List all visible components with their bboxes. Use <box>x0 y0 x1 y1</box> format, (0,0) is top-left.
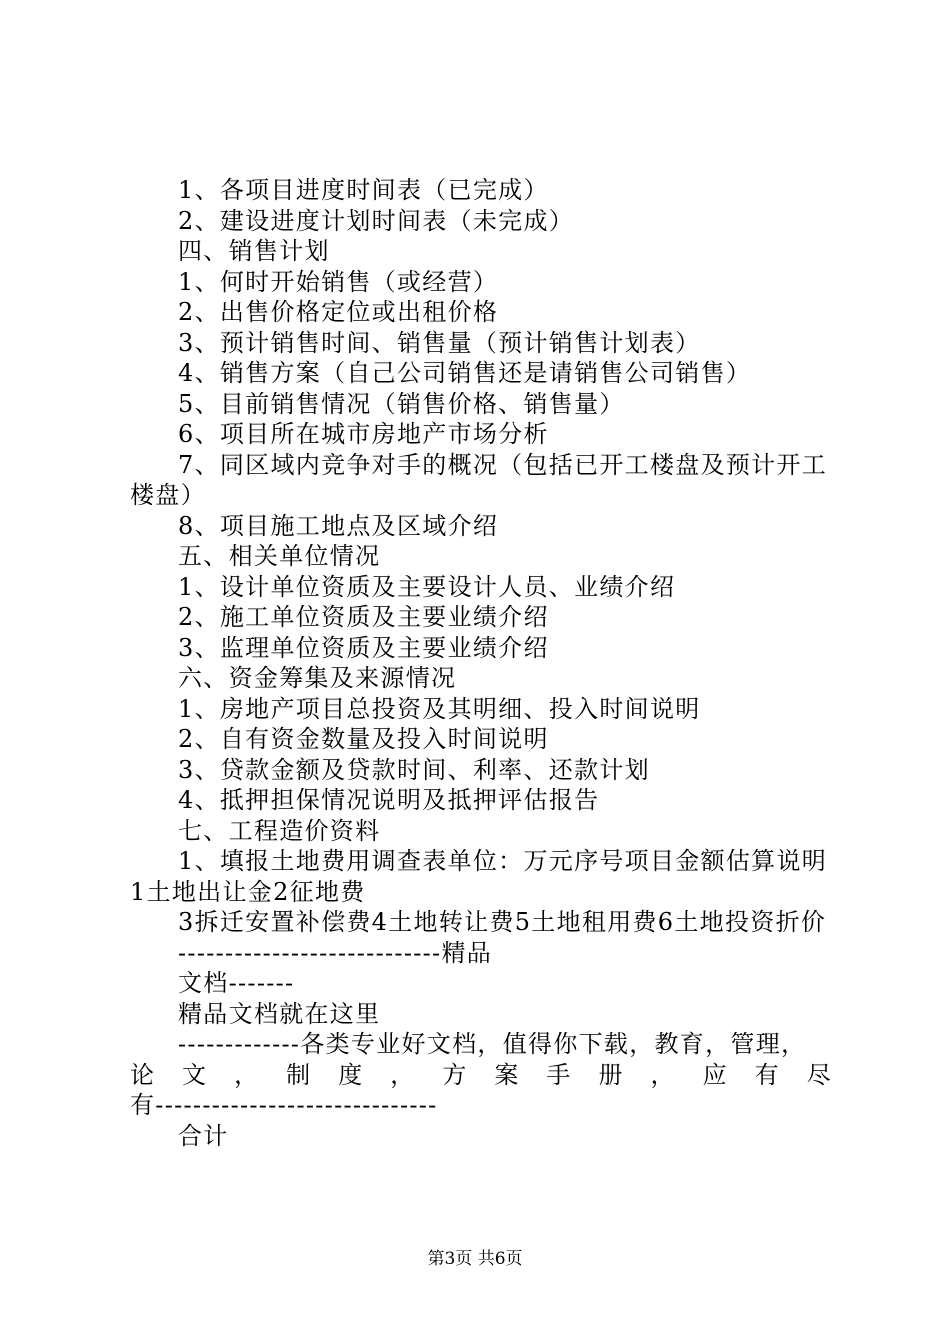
text-line: 四、销售计划 <box>178 237 330 265</box>
text-line: 1、各项目进度时间表（已完成） <box>178 176 549 204</box>
text-line: 有------------------------------ <box>130 1091 438 1119</box>
text-line: 2、出售价格定位或出租价格 <box>178 298 499 326</box>
text-line: 4、抵押担保情况说明及抵押评估报告 <box>178 786 600 814</box>
text-line: 1、填报土地费用调查表单位：万元序号项目金额估算说明1土地出让金2征地费 <box>130 847 828 906</box>
text-line: 3、贷款金额及贷款时间、利率、还款计划 <box>178 755 650 784</box>
page-footer: 第3页 共6页 <box>427 1249 523 1269</box>
document-body <box>130 175 832 1151</box>
text-line: 7、同区域内竞争对手的概况（包括已开工楼盘及预计开工楼盘） <box>130 450 828 509</box>
text-line: 1、何时开始销售（或经营） <box>178 267 499 296</box>
text-line: 1、设计单位资质及主要设计人员、业绩介绍 <box>178 572 676 601</box>
text-line: 五、相关单位情况 <box>178 542 381 570</box>
text-line: 2、自有资金数量及投入时间说明 <box>178 725 549 753</box>
text-line: 2、施工单位资质及主要业绩介绍 <box>178 603 549 631</box>
text-line: 合计 <box>178 1121 229 1150</box>
text-line: 3、预计销售时间、销售量（预计销售计划表） <box>178 328 701 357</box>
text-line: 4、销售方案（自己公司销售还是请销售公司销售） <box>178 359 752 387</box>
text-line: 3、监理单位资质及主要业绩介绍 <box>178 633 549 662</box>
text-line: 8、项目施工地点及区域介绍 <box>178 511 499 540</box>
text-line: -------------各类专业好文档，值得你下载，教育，管理， <box>178 1030 807 1058</box>
text-line: 5、目前销售情况（销售价格、销售量） <box>178 389 625 418</box>
text-line: 1、房地产项目总投资及其明细、投入时间说明 <box>178 694 701 723</box>
text-line: 七、工程造价资料 <box>178 816 381 845</box>
text-line: 六、资金筹集及来源情况 <box>178 664 457 692</box>
text-line: 6、项目所在城市房地产市场分析 <box>178 420 549 448</box>
text-line: 论 文 ， 制 度 ， 方 案 手 册 ， 应 有 尽 <box>130 1060 832 1089</box>
text-line: ----------------------------精品 <box>178 938 493 967</box>
text-line: 3拆迁安置补偿费4土地转让费5土地租用费6土地投资折价 <box>178 908 827 936</box>
text-line: 文档------- <box>178 969 295 997</box>
text-line: 精品文档就在这里 <box>178 999 381 1028</box>
text-line: 2、建设进度计划时间表（未完成） <box>178 206 575 235</box>
